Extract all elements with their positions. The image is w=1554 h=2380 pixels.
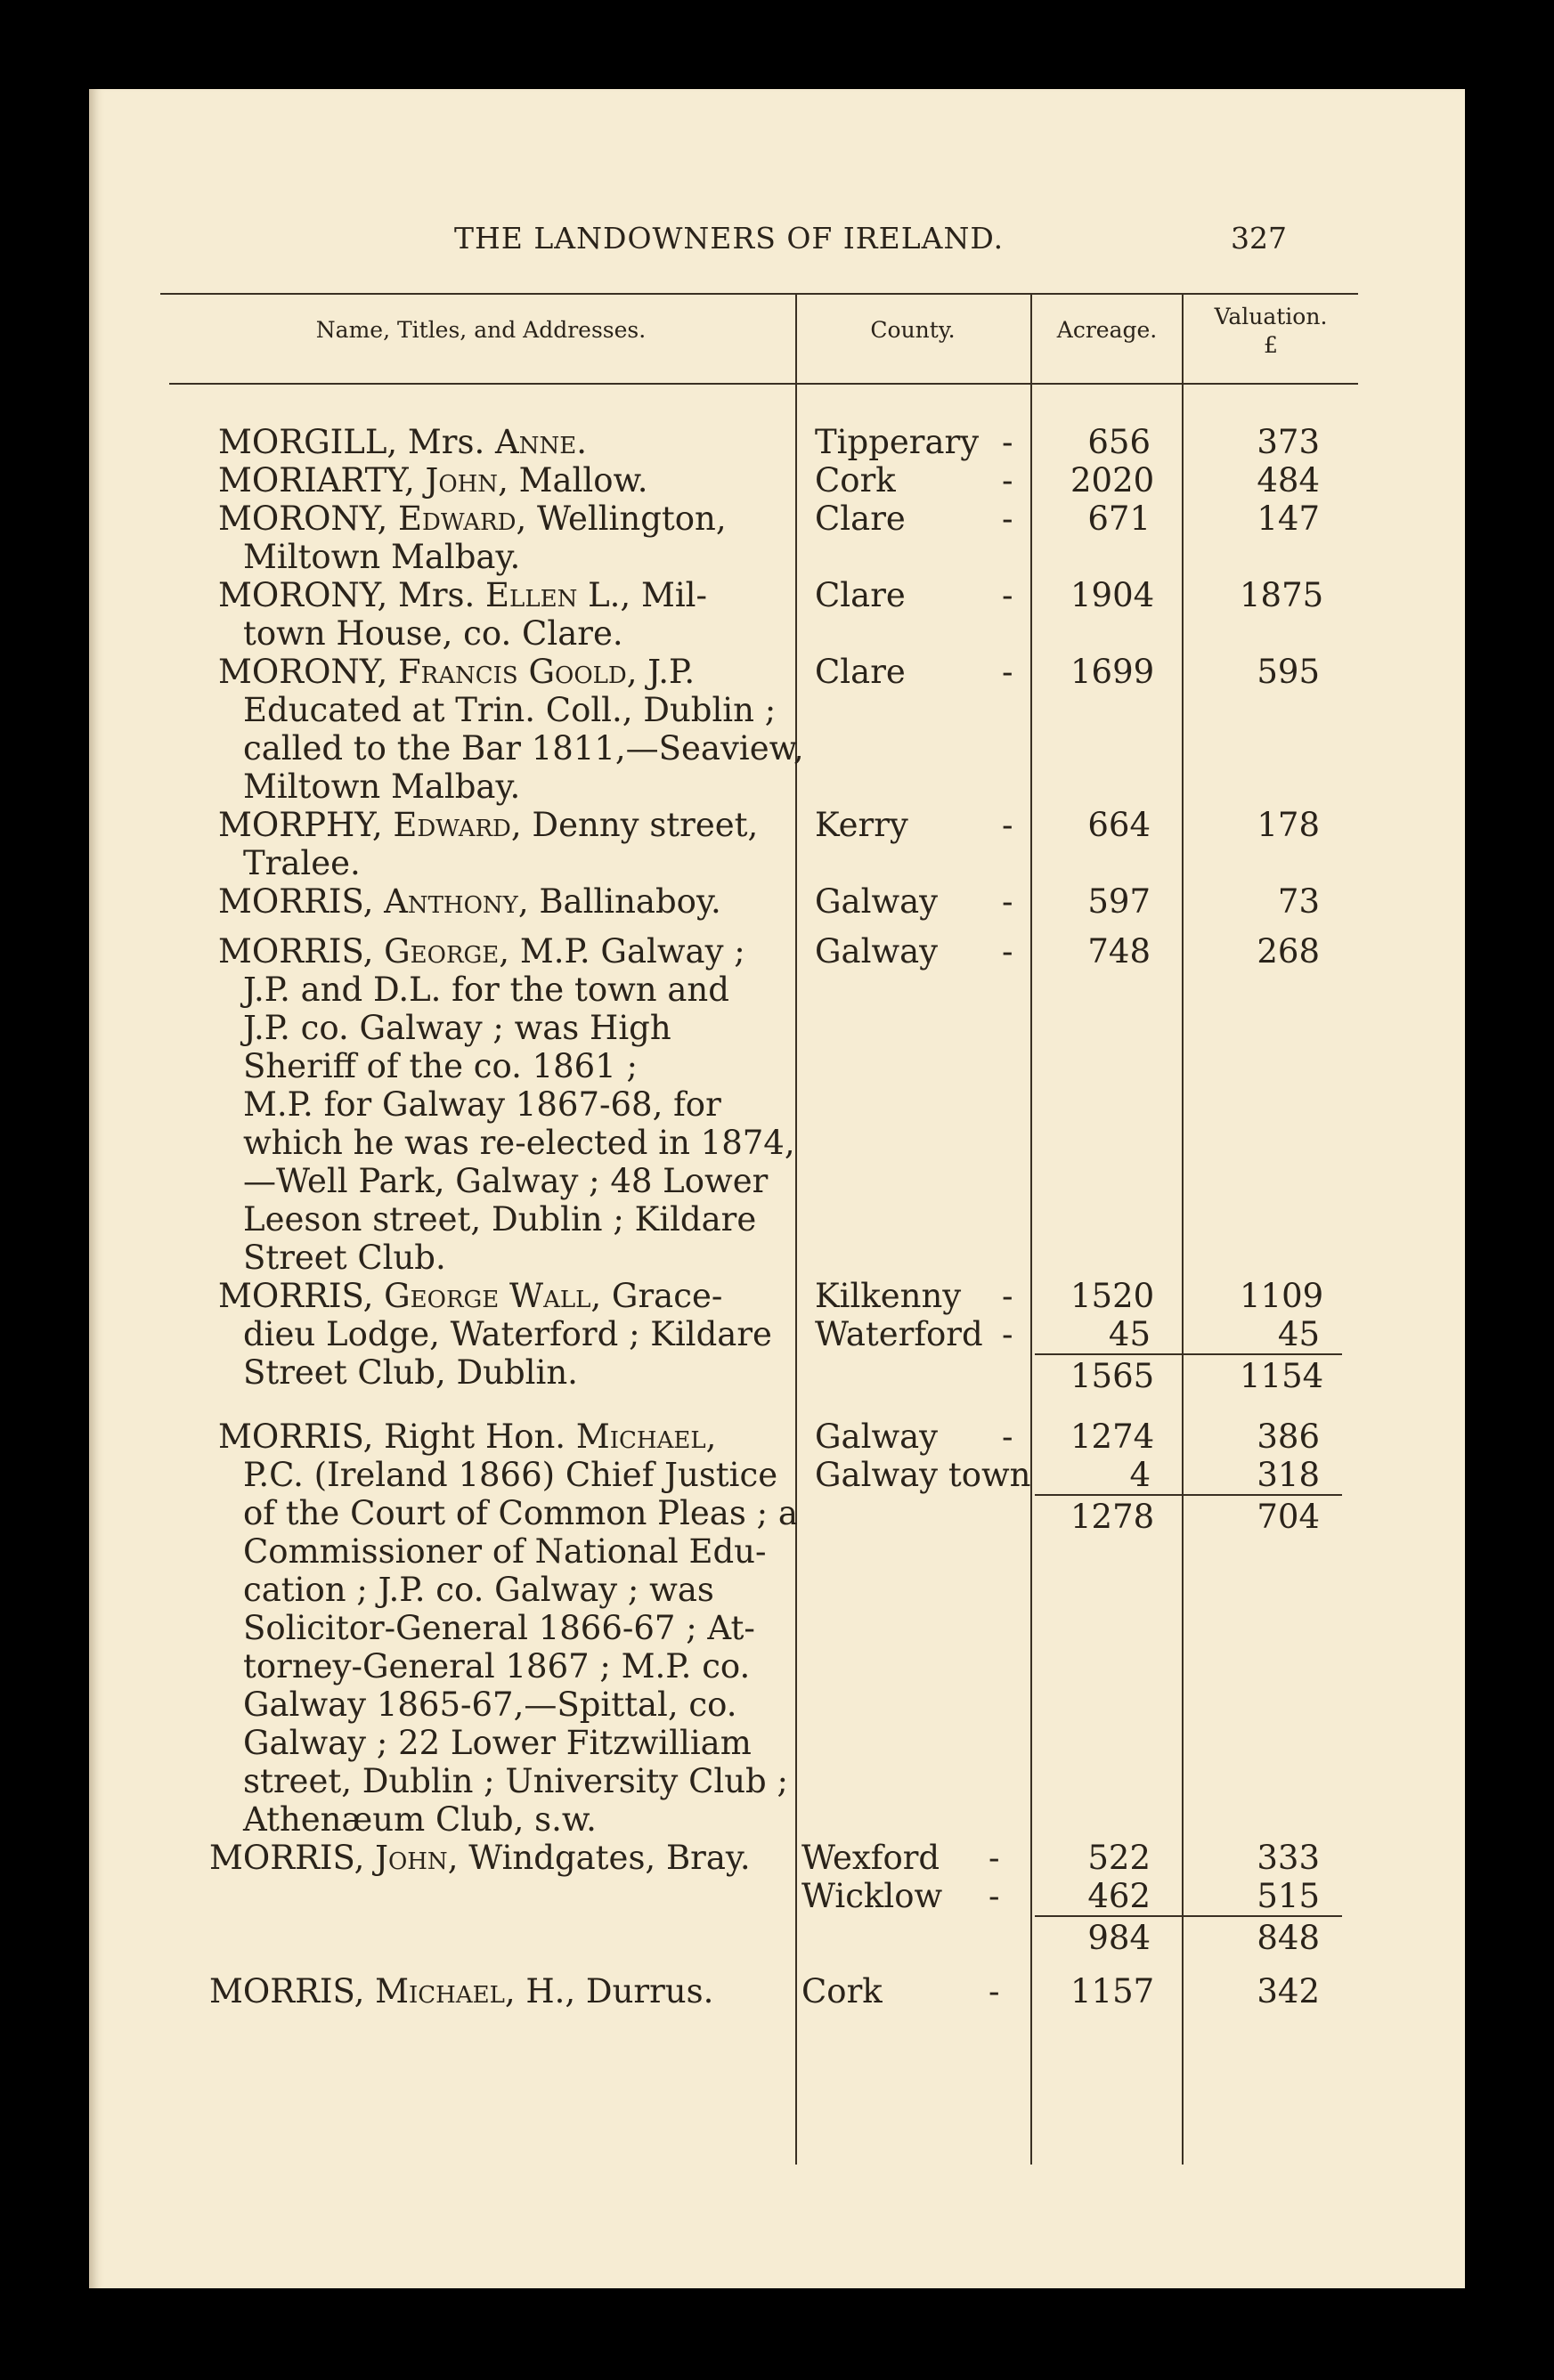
county-cell: Kilkenny: [815, 1277, 962, 1315]
leader-dash: -: [1002, 423, 1013, 461]
entry-name: MORRIS, Michael, H., Durrus.: [209, 1972, 714, 2010]
acreage-cell: 664: [1087, 806, 1151, 844]
valuation-cell: 268: [1257, 932, 1320, 971]
valuation-cell: 386: [1257, 1417, 1320, 1456]
header-bottom-rule: [169, 383, 1358, 385]
column-rule-2: [1030, 295, 1032, 2165]
acreage-cell: 1157: [1070, 1972, 1155, 2010]
column-header-county: County.: [870, 317, 956, 343]
entry-address: —Well Park, Galway ; 48 Lower: [243, 1162, 769, 1200]
entry-address: Athenæum Club, s.w.: [243, 1800, 597, 1839]
subtotal-rule: [1035, 1494, 1342, 1496]
acreage-cell: 671: [1087, 500, 1151, 538]
entry-address: Tralee.: [243, 844, 361, 882]
leader-dash: -: [1002, 806, 1013, 844]
leader-dash: -: [1002, 461, 1013, 500]
acreage-cell: 597: [1087, 882, 1151, 921]
entry-address: J.P. co. Galway ; was High: [243, 1009, 671, 1047]
valuation-unit: £: [1264, 332, 1278, 358]
county-cell: Clare: [815, 500, 906, 538]
entry-address: Commissioner of National Edu-: [243, 1532, 767, 1571]
valuation-cell: 178: [1257, 806, 1320, 844]
county-cell: Tipperary: [815, 423, 980, 461]
valuation-total: 1154: [1240, 1357, 1324, 1395]
entry-address: Galway ; 22 Lower Fitzwilliam: [243, 1724, 752, 1762]
valuation-cell: 373: [1257, 423, 1320, 461]
leader-dash: -: [1002, 932, 1013, 971]
leader-dash: -: [989, 1972, 1000, 2010]
valuation-cell: 147: [1257, 500, 1320, 538]
entry-address: called to the Bar 1811,—Seaview,: [243, 729, 804, 768]
county-cell: Galway: [815, 1417, 939, 1456]
entry-name: MORONY, Edward, Wellington,: [218, 500, 727, 538]
entry-address: Leeson street, Dublin ; Kildare: [243, 1200, 757, 1239]
entry-address: Galway 1865-67,—Spittal, co.: [243, 1685, 737, 1724]
valuation-cell: 73: [1277, 882, 1320, 921]
entry-name: MORPHY, Edward, Denny street,: [218, 806, 759, 844]
entry-address: Solicitor-General 1866-67 ; At-: [243, 1609, 755, 1647]
valuation-cell: 333: [1257, 1839, 1320, 1877]
acreage-cell: 1904: [1070, 576, 1155, 614]
county-cell: Wicklow: [801, 1877, 943, 1915]
valuation-cell: 318: [1257, 1456, 1320, 1494]
leader-dash: -: [1002, 882, 1013, 921]
acreage-cell: 4: [1129, 1456, 1151, 1494]
entry-address: torney-General 1867 ; M.P. co.: [243, 1647, 751, 1685]
entry-address: Educated at Trin. Coll., Dublin ;: [243, 691, 777, 729]
entry-address: street, Dublin ; University Club ;: [243, 1762, 788, 1800]
valuation-cell: 342: [1257, 1972, 1320, 2010]
valuation-total: 848: [1257, 1919, 1320, 1957]
subtotal-rule: [1035, 1915, 1342, 1917]
subtotal-rule: [1035, 1353, 1342, 1355]
county-cell: Waterford: [815, 1315, 983, 1353]
leader-dash: -: [1002, 500, 1013, 538]
leader-dash: -: [1002, 1277, 1013, 1315]
acreage-total: 1565: [1070, 1357, 1155, 1395]
page-number: 327: [1231, 221, 1287, 256]
entry-name: MORRIS, George, M.P. Galway ;: [218, 932, 745, 971]
entry-address: Street Club, Dublin.: [243, 1353, 578, 1392]
column-rule-1: [795, 295, 797, 2165]
county-cell: Galway: [815, 932, 939, 971]
county-cell: Wexford: [801, 1839, 940, 1877]
entry-name: MORONY, Mrs. Ellen L., Mil-: [218, 576, 707, 614]
valuation-cell: 515: [1257, 1877, 1320, 1915]
acreage-cell: 1520: [1070, 1277, 1155, 1315]
header-top-rule: [160, 293, 1358, 295]
acreage-cell: 45: [1108, 1315, 1151, 1353]
valuation-cell: 1109: [1240, 1277, 1324, 1315]
acreage-total: 984: [1087, 1919, 1151, 1957]
leader-dash: -: [989, 1877, 1000, 1915]
entry-name: MORRIS, John, Windgates, Bray.: [209, 1839, 751, 1877]
valuation-cell: 1875: [1240, 576, 1324, 614]
county-cell: Clare: [815, 653, 906, 691]
acreage-cell: 656: [1087, 423, 1151, 461]
entry-name: MORRIS, Anthony, Ballinaboy.: [218, 882, 721, 921]
valuation-total: 704: [1257, 1498, 1320, 1536]
acreage-cell: 1274: [1070, 1417, 1155, 1456]
entry-name: MORIARTY, John, Mallow.: [218, 461, 648, 500]
column-header-acreage: Acreage.: [1056, 317, 1158, 343]
entry-name: MORONY, Francis Goold, J.P.: [218, 653, 696, 691]
county-cell: Galway town: [815, 1456, 1031, 1494]
leader-dash: -: [989, 1839, 1000, 1877]
valuation-cell: 45: [1277, 1315, 1320, 1353]
county-cell: Cork: [801, 1972, 883, 2010]
acreage-cell: 522: [1087, 1839, 1151, 1877]
entry-name: MORRIS, Right Hon. Michael,: [218, 1417, 717, 1456]
leader-dash: -: [1002, 653, 1013, 691]
acreage-cell: 1699: [1070, 653, 1155, 691]
entry-address: cation ; J.P. co. Galway ; was: [243, 1571, 714, 1609]
leader-dash: -: [1002, 1315, 1013, 1353]
valuation-cell: 484: [1257, 461, 1320, 500]
entry-address: M.P. for Galway 1867-68, for: [243, 1085, 721, 1124]
county-cell: Clare: [815, 576, 906, 614]
entry-address: Street Club.: [243, 1239, 446, 1277]
valuation-label: Valuation.: [1214, 304, 1328, 329]
column-header-name: Name, Titles, and Addresses.: [315, 317, 647, 343]
acreage-cell: 462: [1087, 1877, 1151, 1915]
acreage-total: 1278: [1070, 1498, 1155, 1536]
leader-dash: -: [1002, 1417, 1013, 1456]
entry-address: of the Court of Common Pleas ; a: [243, 1494, 798, 1532]
leader-dash: -: [1002, 576, 1013, 614]
entry-name: MORRIS, George Wall, Grace-: [218, 1277, 723, 1315]
entry-address: Miltown Malbay.: [243, 768, 521, 806]
entry-address: dieu Lodge, Waterford ; Kildare: [243, 1315, 772, 1353]
entry-address: town House, co. Clare.: [243, 614, 623, 653]
county-cell: Galway: [815, 882, 939, 921]
county-cell: Kerry: [815, 806, 908, 844]
entry-address: Sheriff of the co. 1861 ;: [243, 1047, 638, 1085]
acreage-cell: 2020: [1070, 461, 1155, 500]
entry-name: MORGILL, Mrs. Anne.: [218, 423, 587, 461]
entry-address: J.P. and D.L. for the town and: [243, 971, 729, 1009]
book-page: [89, 89, 1465, 2288]
valuation-cell: 595: [1257, 653, 1320, 691]
column-rule-3: [1182, 295, 1184, 2165]
entry-address: Miltown Malbay.: [243, 538, 521, 576]
page-title: THE LANDOWNERS OF IRELAND.: [454, 221, 1005, 256]
acreage-cell: 748: [1087, 932, 1151, 971]
column-header-valuation: [1186, 303, 1355, 360]
county-cell: Cork: [815, 461, 896, 500]
entry-address: P.C. (Ireland 1866) Chief Justice: [243, 1456, 778, 1494]
entry-address: which he was re-elected in 1874,: [243, 1124, 795, 1162]
